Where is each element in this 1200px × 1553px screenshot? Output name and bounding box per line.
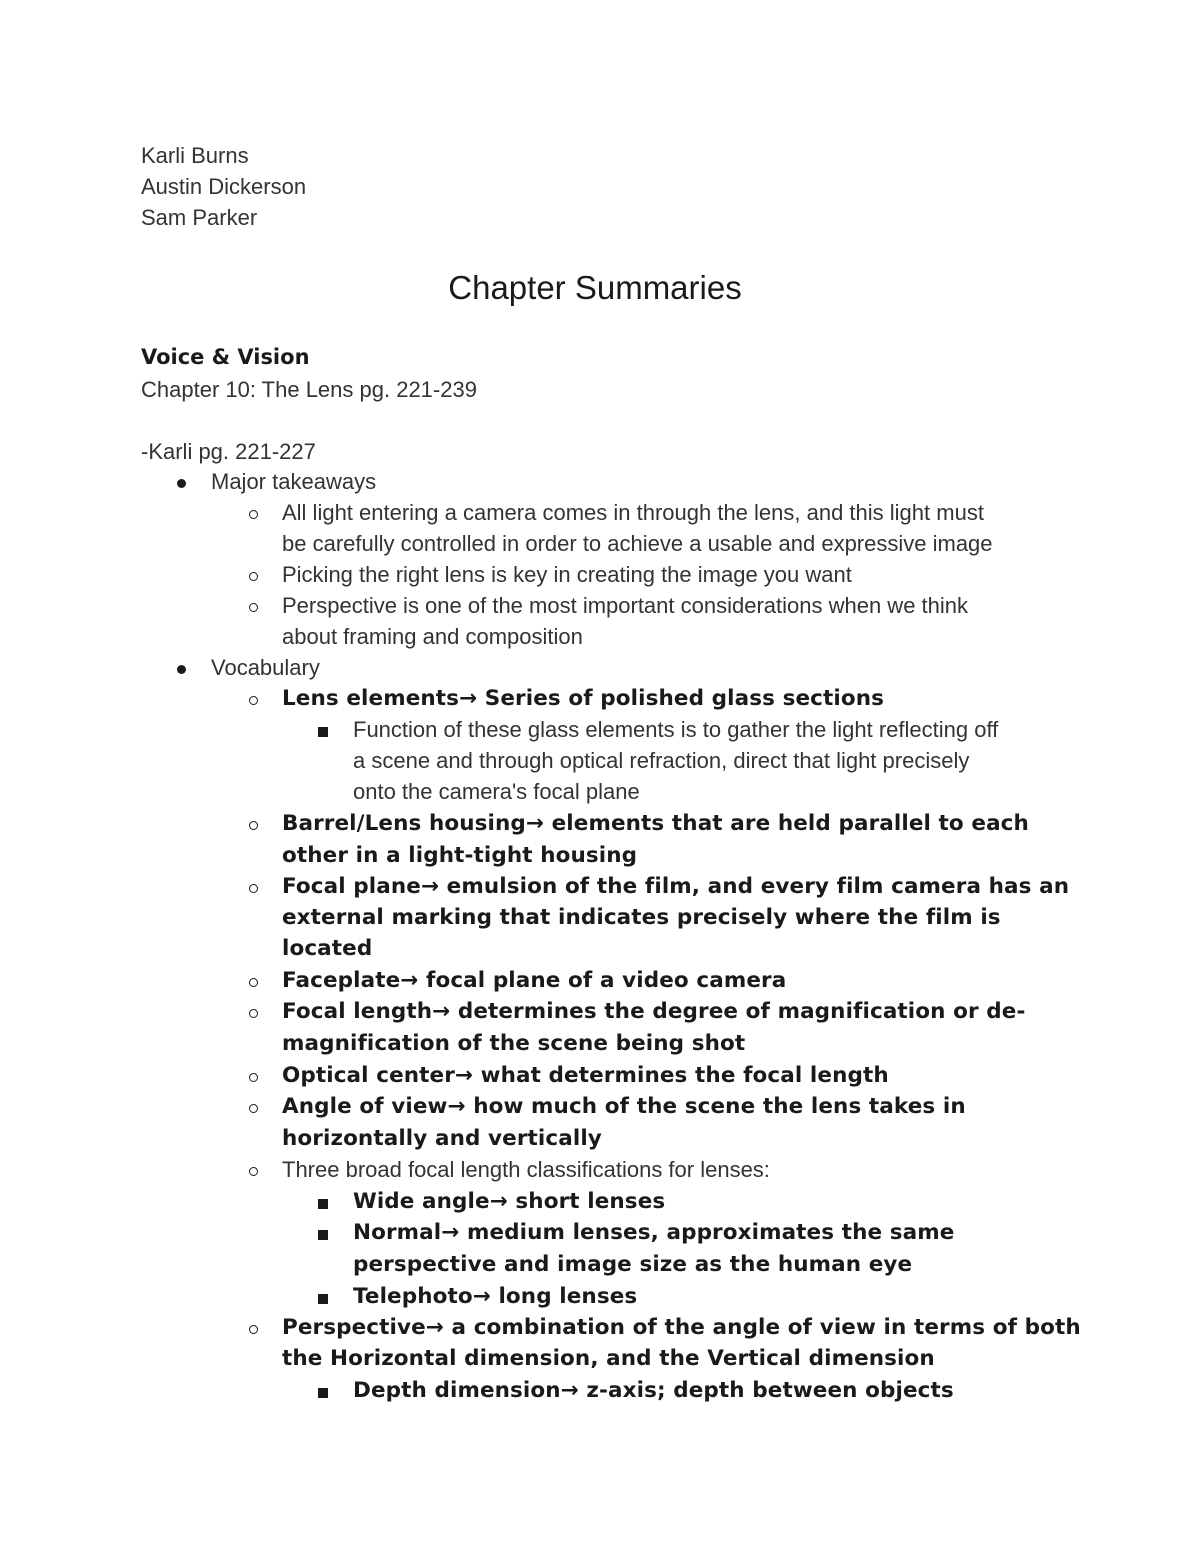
circle-bullet <box>249 884 258 893</box>
square-bullet <box>318 1199 328 1209</box>
author-name: Sam Parker <box>141 205 258 230</box>
list-item: Perspective is one of the most important considerations when we think <box>282 593 969 618</box>
vocab-term-faceplate: Faceplate→ focal plane of a video camera <box>282 968 787 993</box>
square-bullet <box>318 1230 328 1240</box>
vocab-term-continued: located <box>282 936 373 961</box>
disc-bullet <box>177 665 186 674</box>
list-item: Picking the right lens is key in creating the image you want <box>282 562 852 587</box>
circle-bullet <box>249 1073 258 1082</box>
vocab-term-normal: Normal→ medium lenses, approximates the same <box>353 1220 955 1245</box>
circle-bullet <box>249 1167 258 1176</box>
vocab-term-optical-center: Optical center→ what determines the focal length <box>282 1063 889 1088</box>
vocab-term-continued: the Horizontal dimension, and the Vertical dimension <box>282 1346 935 1371</box>
vocab-term-depth: Depth dimension→ z-axis; depth between objects <box>353 1378 954 1403</box>
circle-bullet <box>249 978 258 987</box>
circle-bullet <box>249 1325 258 1334</box>
list-item-continued: about framing and composition <box>282 624 583 649</box>
vocab-term-continued: external marking that indicates precisely where the film is <box>282 905 1001 930</box>
circle-bullet <box>249 1104 258 1113</box>
square-bullet <box>318 1388 328 1398</box>
square-bullet <box>318 727 328 737</box>
vocab-term-continued: magnification of the scene being shot <box>282 1031 746 1056</box>
vocab-term-angle-of-view: Angle of view→ how much of the scene the lens takes in <box>282 1094 966 1119</box>
vocab-term-barrel: Barrel/Lens housing→ elements that are held parallel to each <box>282 811 1029 836</box>
list-heading-major-takeaways: Major takeaways <box>211 469 377 494</box>
vocab-term-lens-elements: Lens elements→ Series of polished glass sections <box>282 686 885 711</box>
circle-bullet <box>249 696 258 705</box>
book-heading: Voice & Vision <box>141 345 310 369</box>
list-heading-vocabulary: Vocabulary <box>211 655 320 680</box>
author-name: Austin Dickerson <box>141 174 307 199</box>
vocab-term-continued: perspective and image size as the human eye <box>353 1252 913 1277</box>
circle-bullet <box>249 821 258 830</box>
vocab-term-wide-angle: Wide angle→ short lenses <box>353 1189 666 1214</box>
circle-bullet <box>249 603 258 612</box>
author-name: Karli Burns <box>141 143 249 168</box>
list-item-continued: be carefully controlled in order to achieve a usable and expressive image <box>282 531 993 556</box>
vocab-subitem: Function of these glass elements is to gather the light reflecting off <box>353 717 999 742</box>
vocab-term-continued: horizontally and vertically <box>282 1126 602 1151</box>
chapter-heading: Chapter 10: The Lens pg. 221-239 <box>141 377 477 402</box>
vocab-term-focal-plane: Focal plane→ emulsion of the film, and every film camera has an <box>282 874 1070 899</box>
section-label: -Karli pg. 221-227 <box>141 439 316 464</box>
vocab-term-focal-length: Focal length→ determines the degree of magnification or de- <box>282 999 1026 1024</box>
document-title: Chapter Summaries <box>448 269 742 306</box>
vocab-term-continued: other in a light-tight housing <box>282 843 638 868</box>
vocab-subitem-continued: a scene and through optical refraction, direct that light precisely <box>353 748 970 773</box>
circle-bullet <box>249 1009 258 1018</box>
vocab-term-telephoto: Telephoto→ long lenses <box>353 1284 638 1309</box>
disc-bullet <box>177 479 186 488</box>
vocab-subitem-continued: onto the camera's focal plane <box>353 779 640 804</box>
list-item: All light entering a camera comes in through the lens, and this light must <box>282 500 984 525</box>
circle-bullet <box>249 572 258 581</box>
circle-bullet <box>249 510 258 519</box>
square-bullet <box>318 1294 328 1304</box>
vocab-term-perspective: Perspective→ a combination of the angle of view in terms of both <box>282 1315 1081 1340</box>
classifications-label: Three broad focal length classifications for lenses: <box>282 1157 770 1182</box>
